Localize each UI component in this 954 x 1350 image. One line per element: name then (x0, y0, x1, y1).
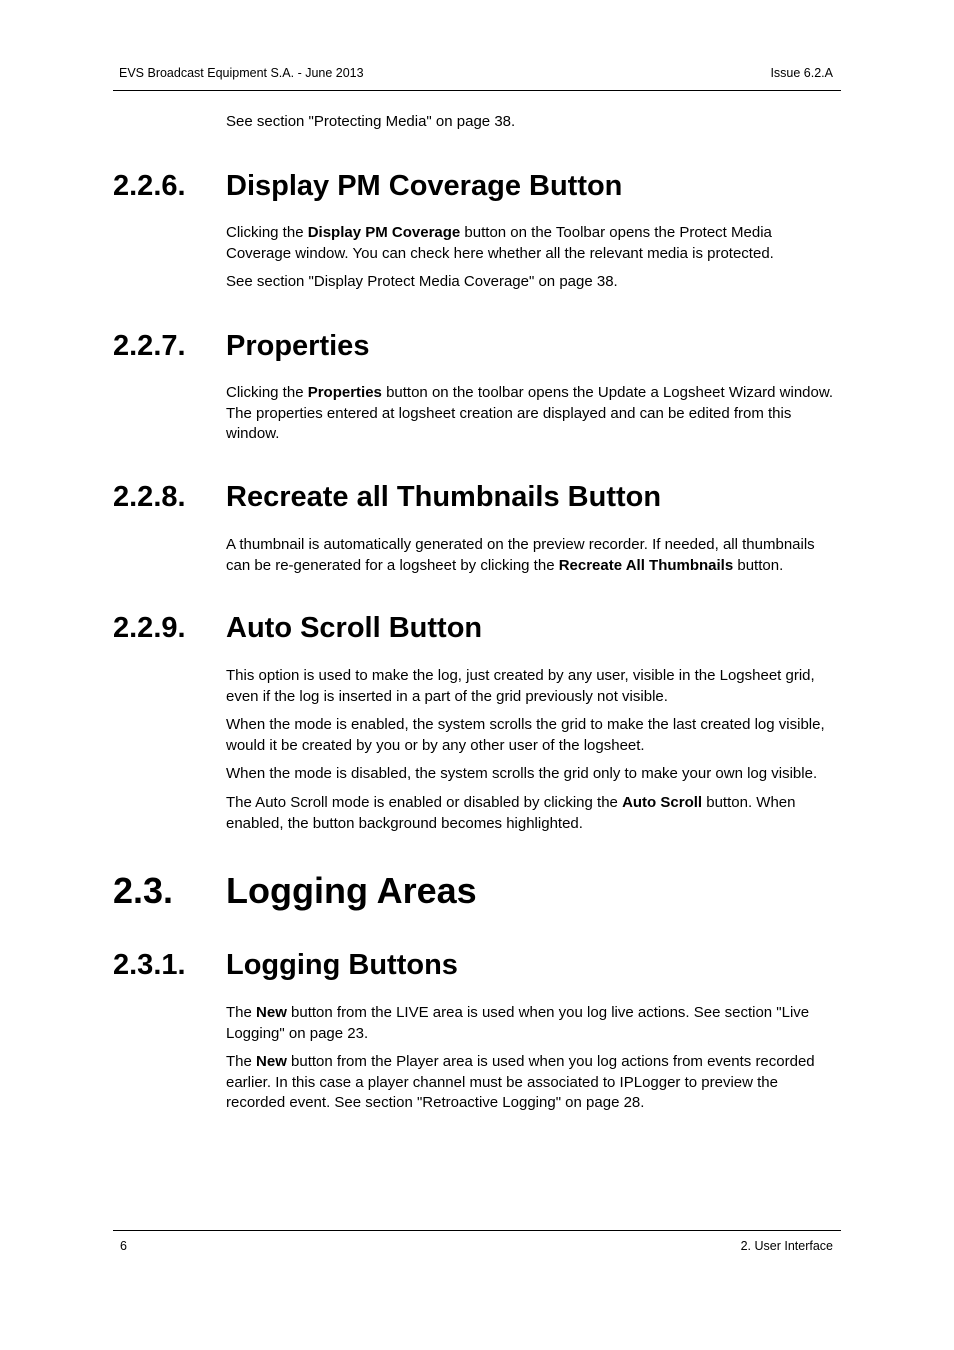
section-number: 2.3.1. (113, 949, 186, 981)
section-number: 2.2.7. (113, 330, 186, 362)
bold-term: Properties (307, 384, 382, 401)
paragraph: This option is used to make the log, just created by any user, visible in the Logsheet grid, even if the log is inserted in a part of the grid previously not visible. (226, 667, 815, 705)
bold-term: New (256, 1053, 287, 1070)
section-heading-2-2-8 (113, 481, 841, 517)
section-title: Logging Areas (226, 870, 477, 911)
bold-term: Recreate All Thumbnails (558, 556, 734, 574)
section-title: Recreate all Thumbnails Button (226, 481, 662, 513)
bold-term: Display PM Coverage (307, 224, 461, 241)
paragraph: A thumbnail is automatically generated on the preview recorder. If needed, all thumbnails can be re-generated for a logsheet by clicking the Recreate All Thumbnails button. (226, 536, 815, 574)
chapter-name: 2. User Interface (740, 1239, 833, 1253)
paragraph: The Auto Scroll mode is enabled or disabled by clicking the Auto Scroll button. When enabled, the button background becomes highlighted. (226, 794, 796, 832)
paragraph: When the mode is disabled, the system scrolls the grid only to make your own log visible. (226, 765, 818, 782)
page-footer (113, 1230, 841, 1253)
intro-paragraph: See section "Protecting Media" on page 38. (226, 113, 516, 130)
section-number: 2.3. (113, 870, 174, 911)
paragraph: When the mode is enabled, the system scrolls the grid to make the last created log visible, would it be created by you or by any other user of the logsheet. (226, 716, 825, 754)
paragraph: The New button from the LIVE area is used when you log live actions. See section "Live Logging" on page 23. (226, 1004, 810, 1042)
page-number: 6 (120, 1239, 127, 1253)
paragraph: Clicking the Display PM Coverage button on the Toolbar opens the Protect Media Coverage window. You can check here whether all the relevant media is protected. (226, 224, 774, 262)
section-heading-2-2-6 (113, 170, 841, 206)
paragraph: The New button from the Player area is used when you log actions from events recorded earlier. In this case a player channel must be associated to IPLogger to preview the recorded event. See section "Retroactive Logging" on page 28. (226, 1053, 815, 1111)
header-issue: Issue 6.2.A (770, 66, 833, 80)
section-number: 2.2.6. (113, 170, 186, 202)
header-publisher: EVS Broadcast Equipment S.A. - June 2013 (119, 66, 364, 80)
bold-term: New (256, 1004, 287, 1021)
section-heading-2-2-7 (113, 330, 841, 366)
section-title: Auto Scroll Button (226, 612, 483, 644)
paragraph: Clicking the Properties button on the toolbar opens the Update a Logsheet Wizard window. The properties entered at logsheet creation are displayed and can be edited from this window. (226, 384, 834, 442)
bold-term: Auto Scroll (622, 794, 703, 811)
section-title: Display PM Coverage Button (226, 170, 623, 202)
section-number: 2.2.8. (113, 481, 186, 513)
section-heading-2-3-1 (113, 949, 841, 985)
section-title: Properties (226, 330, 370, 362)
paragraph: See section "Display Protect Media Coverage" on page 38. (226, 273, 618, 290)
section-heading-2-3 (113, 870, 841, 914)
page-header (113, 64, 841, 91)
section-title: Logging Buttons (226, 949, 458, 981)
section-number: 2.2.9. (113, 612, 186, 644)
section-heading-2-2-9 (113, 612, 841, 648)
